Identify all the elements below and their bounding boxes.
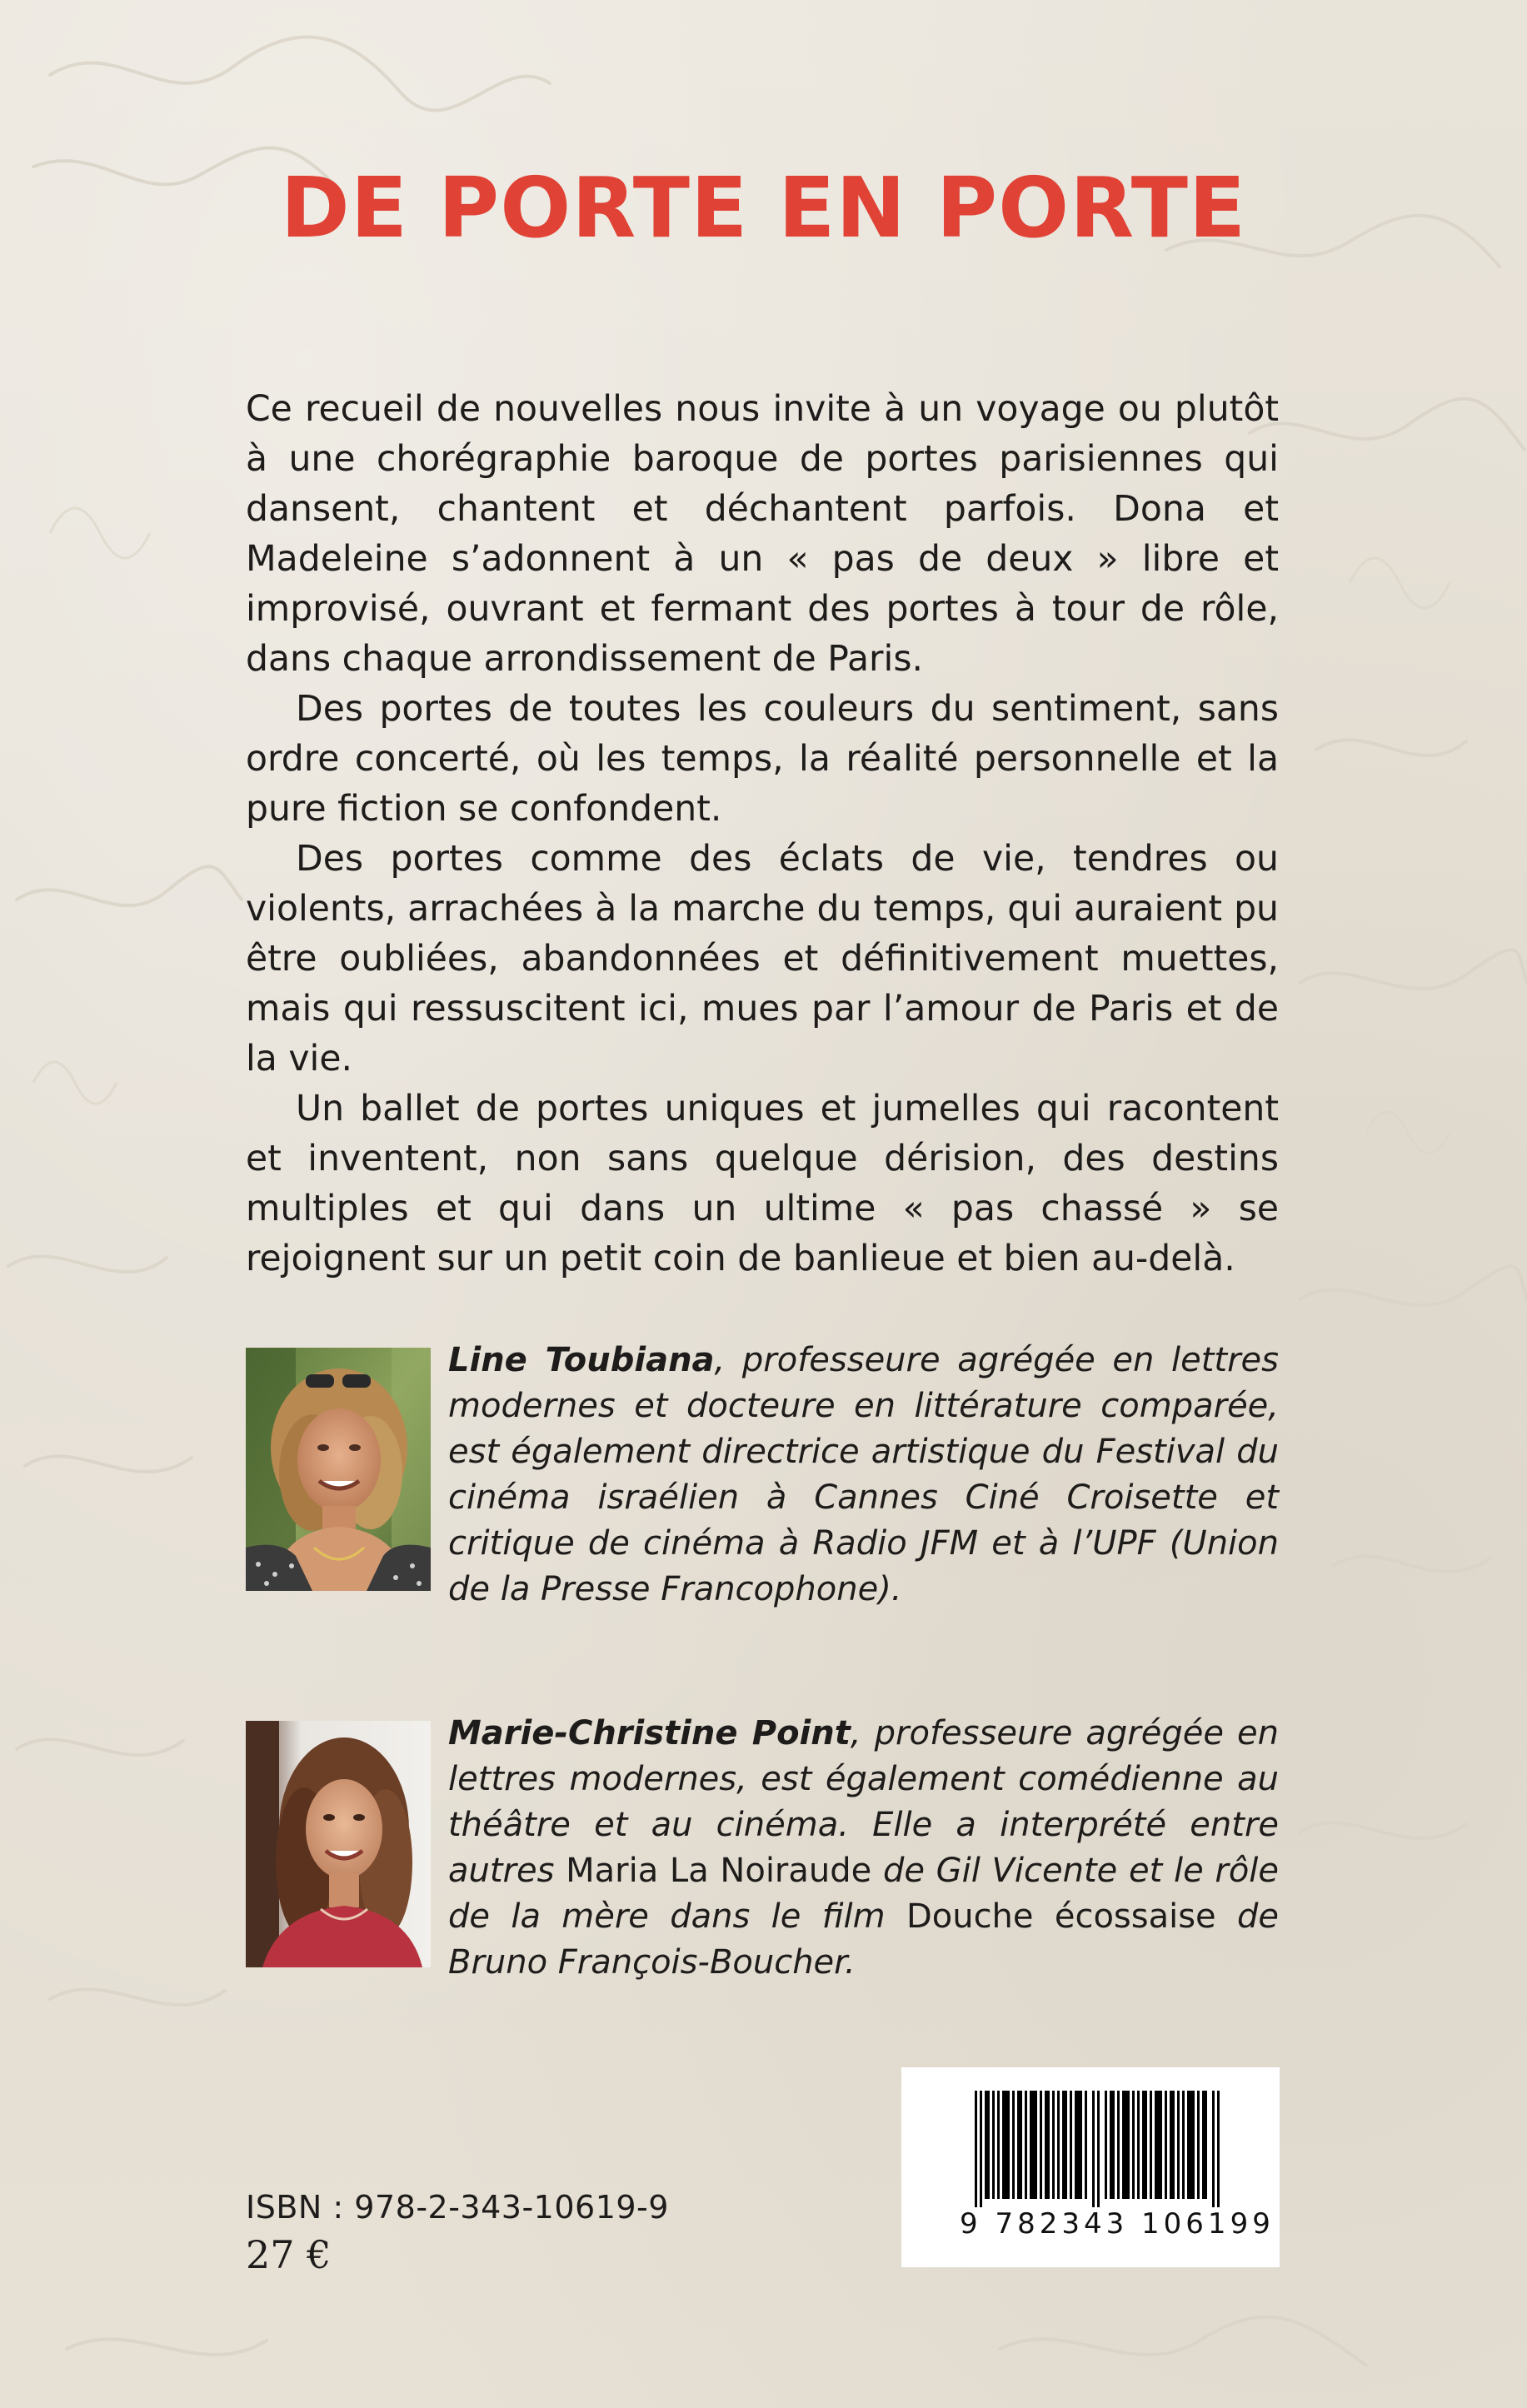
author-photo-marie-christine-point [246,1721,431,1967]
price: 27 € [246,2232,332,2277]
book-title: DE PORTE EN PORTE [280,159,1247,257]
author-description: de Gil Vicente et le rôle de la mère dans le film [448,1852,1280,1936]
blurb-paragraph: Un ballet de portes uniques et jumelles qui racontent et inventent, non sans quelque dérision, des destins multiples et qui dans un ultime « pas chassé » se rejoignent sur un petit coin de banlieue et bien au-delà. [246,1089,1279,1279]
author-description: , professeure agrégée en lettres modernes et docteure en littérature comparée, est également directrice artistique du Festival du cinéma israélien à Cannes Ciné Croisette et critique de cinéma à Radio JFM et à l’UPF (Union de la Presse Francophone). [448,1341,1280,1608]
blurb-paragraph: Ce recueil de nouvelles nous invite à un voyage ou plutôt à une chorégraphie baroque de portes parisiennes qui dansent, chantent et déchantent parfois. Dona et Madeleine s’adonnent à un « pas de deux » libre et improvisé, ouvrant et fermant des portes à tour de rôle, dans chaque arrondissement de Paris. [246,389,1279,680]
barcode-number: 9 782343 106199 [960,2207,1275,2241]
blurb-text [246,385,1279,1284]
author-description: , professeure agrégée en lettres modernes, est également comédienne au théâtre et au cinéma. Elle a interprété entre autres [448,1714,1279,1890]
barcode-bars [975,2091,1225,2207]
blurb-paragraph: Des portes de toutes les couleurs du sentiment, sans ordre concerté, où les temps, la réalité personnelle et la pure fiction se confondent. [246,689,1279,830]
author-description: de Bruno François-Boucher. [448,1897,1279,1982]
author-bio-text [448,1711,1279,1986]
author-bio-text [448,1338,1279,1613]
work-title: Maria La Noiraude [566,1852,872,1890]
blurb-paragraph: Des portes comme des éclats de vie, tendres ou violents, arrachées à la marche du temps, qui auraient pu être oubliées, abandonnées et définitivement muettes, mais qui ressuscitent ici, mues par l’amour de Paris et de la vie. [246,839,1279,1079]
author-photo-line-toubiana [246,1348,431,1591]
author-name: Line Toubiana [448,1341,715,1379]
film-title: Douche écossaise [906,1897,1216,1936]
barcode [901,2067,1280,2267]
isbn: ISBN : 978-2-343-10619-9 [246,2189,669,2226]
author-name: Marie-Christine Point [448,1714,851,1752]
